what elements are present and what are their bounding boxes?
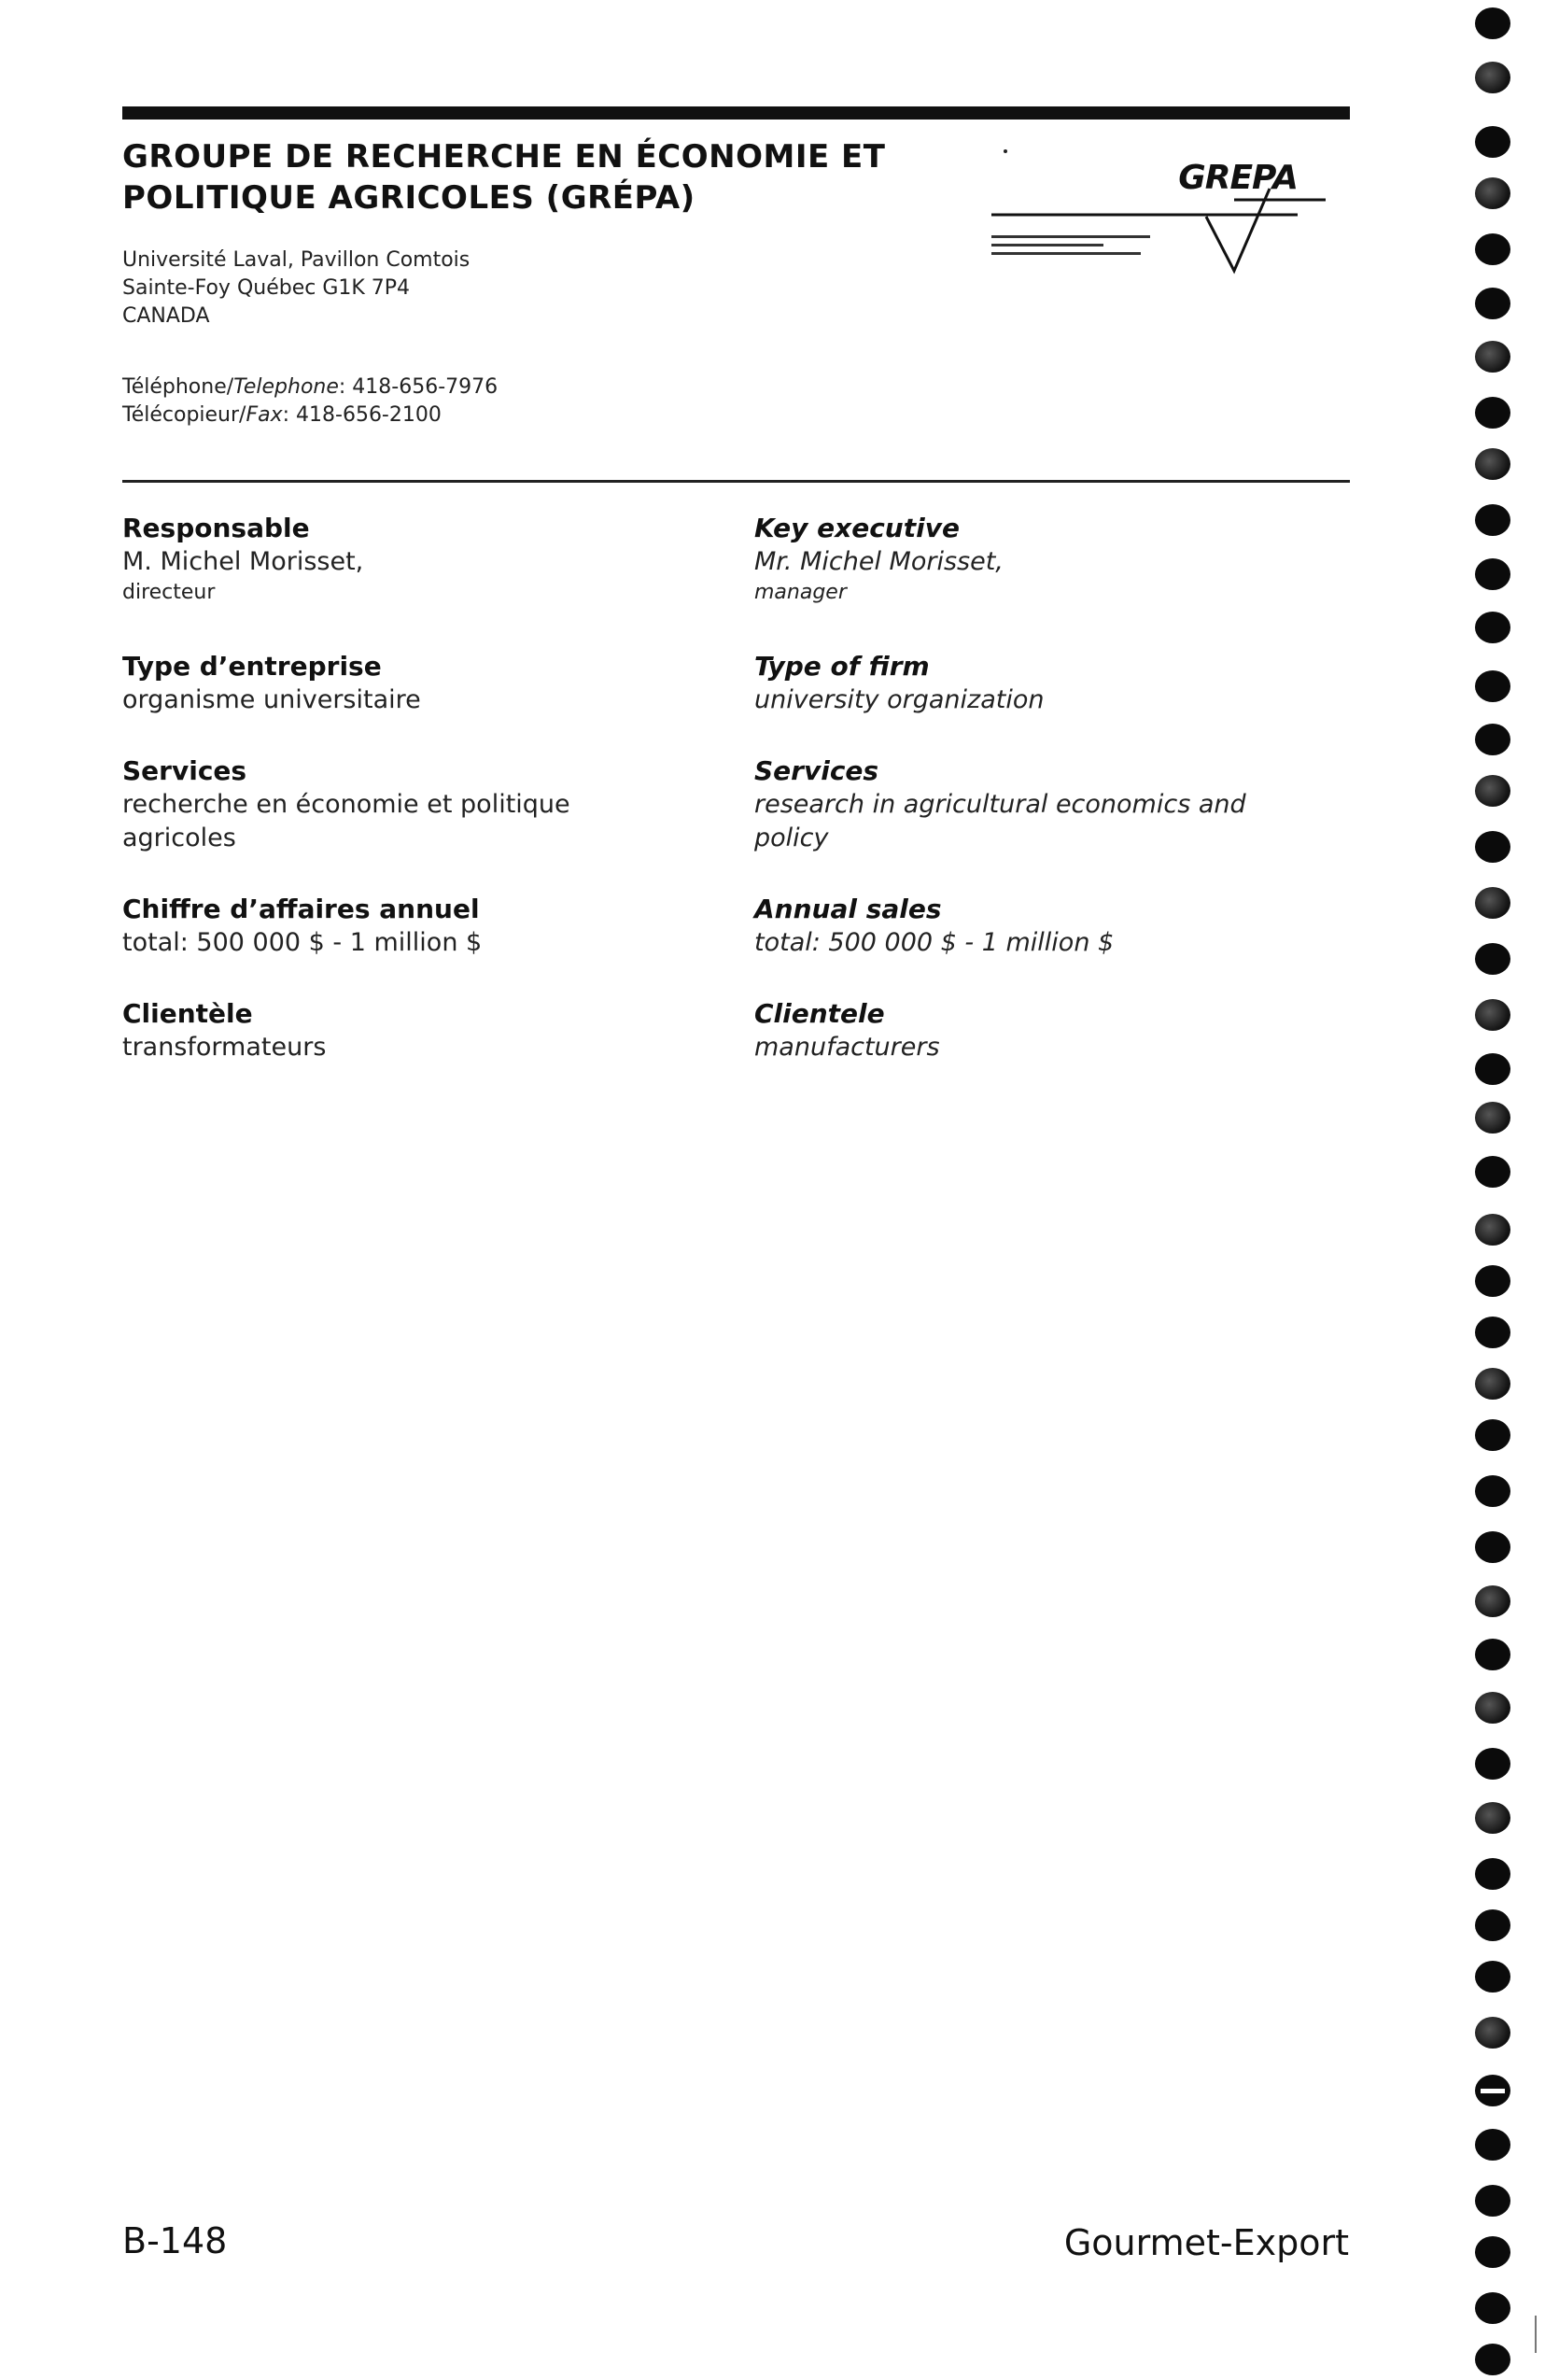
binder-hole bbox=[1475, 2185, 1510, 2217]
fax-value: : 418-656-2100 bbox=[282, 403, 442, 427]
key-executive-fr bbox=[122, 512, 645, 607]
binder-hole bbox=[1475, 1053, 1510, 1085]
field-value: manufacturers bbox=[754, 1033, 940, 1062]
binder-hole bbox=[1475, 999, 1510, 1031]
field-label: Type of firm bbox=[754, 651, 930, 682]
binder-holes bbox=[1475, 0, 1512, 2380]
fax-label-fr: Télécopieur/ bbox=[122, 403, 246, 427]
page-number: B-148 bbox=[122, 2220, 228, 2261]
title-line-2: POLITIQUE AGRICOLES (GRÉPA) bbox=[122, 179, 695, 217]
binder-hole bbox=[1475, 831, 1510, 863]
binder-hole bbox=[1475, 2129, 1510, 2161]
field-value: total: 500 000 $ - 1 million $ bbox=[754, 928, 1115, 957]
publication-name: Gourmet-Export bbox=[1063, 2222, 1349, 2263]
binder-hole bbox=[1475, 775, 1510, 807]
services-fr bbox=[122, 754, 645, 855]
binder-hole bbox=[1475, 1909, 1510, 1941]
binder-hole bbox=[1475, 1419, 1510, 1451]
field-value: transformateurs bbox=[122, 1033, 327, 1062]
binder-hole bbox=[1475, 448, 1510, 480]
binder-hole bbox=[1475, 62, 1510, 93]
phone-value: : 418-656-7976 bbox=[338, 375, 499, 399]
field-value: agricoles bbox=[122, 824, 236, 852]
binder-hole bbox=[1475, 1156, 1510, 1188]
binder-hole bbox=[1475, 724, 1510, 755]
phone-label-en: Telephone bbox=[233, 375, 339, 399]
logo-dot bbox=[1004, 149, 1007, 153]
annual-sales-en bbox=[754, 893, 1277, 960]
fax-label-en: Fax bbox=[246, 403, 283, 427]
binder-hole bbox=[1475, 2344, 1510, 2375]
logo-fine-print bbox=[991, 235, 1150, 261]
logo-text: GREPA bbox=[1178, 159, 1298, 197]
binder-hole bbox=[1475, 288, 1510, 319]
address-line-1: Université Laval, Pavillon Comtois bbox=[122, 248, 471, 272]
binder-hole bbox=[1475, 1802, 1510, 1834]
key-executive-en bbox=[754, 512, 1277, 607]
organization-title bbox=[122, 136, 990, 218]
binder-hole bbox=[1475, 943, 1510, 975]
field-label: Clientele bbox=[754, 998, 885, 1029]
binder-hole bbox=[1475, 1531, 1510, 1563]
field-value: research in agricultural economics and bbox=[754, 790, 1246, 819]
field-value: organisme universitaire bbox=[122, 685, 421, 714]
firm-type-en bbox=[754, 650, 1277, 717]
top-rule bbox=[122, 106, 1350, 120]
binder-hole bbox=[1475, 1368, 1510, 1400]
binder-hole bbox=[1475, 233, 1510, 265]
binder-hole bbox=[1475, 1748, 1510, 1780]
binder-hole bbox=[1475, 1475, 1510, 1507]
binder-hole bbox=[1475, 670, 1510, 702]
field-value: M. Michel Morisset, bbox=[122, 547, 364, 576]
binder-hole bbox=[1475, 1585, 1510, 1617]
binder-hole bbox=[1475, 1639, 1510, 1670]
binder-hole bbox=[1475, 1858, 1510, 1890]
binder-hole bbox=[1475, 2075, 1510, 2106]
field-value: recherche en économie et politique bbox=[122, 790, 570, 819]
field-value: university organization bbox=[754, 685, 1045, 714]
field-label: Annual sales bbox=[754, 894, 942, 924]
field-label: Responsable bbox=[122, 513, 310, 543]
field-value: total: 500 000 $ - 1 million $ bbox=[122, 928, 483, 957]
phone-line bbox=[122, 373, 498, 401]
field-label: Type d’entreprise bbox=[122, 651, 382, 682]
field-value: policy bbox=[754, 824, 829, 852]
field-label: Services bbox=[122, 755, 247, 786]
section-rule bbox=[122, 480, 1350, 483]
field-label: Clientèle bbox=[122, 998, 253, 1029]
services-en bbox=[754, 754, 1277, 855]
binder-hole bbox=[1475, 126, 1510, 158]
title-line-1: GROUPE DE RECHERCHE EN ÉCONOMIE ET bbox=[122, 138, 886, 176]
field-value: manager bbox=[754, 581, 847, 604]
binder-hole bbox=[1475, 341, 1510, 373]
binder-hole bbox=[1475, 397, 1510, 429]
binder-hole bbox=[1475, 2292, 1510, 2324]
binder-hole bbox=[1475, 1102, 1510, 1134]
binder-hole bbox=[1475, 7, 1510, 39]
field-label: Key executive bbox=[754, 513, 960, 543]
grepa-logo bbox=[990, 159, 1344, 280]
binder-hole bbox=[1475, 1214, 1510, 1246]
clientele-en bbox=[754, 997, 1277, 1064]
firm-type-fr bbox=[122, 650, 645, 717]
binder-hole bbox=[1475, 2236, 1510, 2268]
binder-hole bbox=[1475, 558, 1510, 590]
clientele-fr bbox=[122, 997, 645, 1064]
binder-hole bbox=[1475, 177, 1510, 209]
field-label: Services bbox=[754, 755, 879, 786]
binder-hole bbox=[1475, 1692, 1510, 1724]
binder-hole bbox=[1475, 2017, 1510, 2049]
field-value: Mr. Michel Morisset, bbox=[754, 547, 1004, 576]
binder-hole bbox=[1475, 1961, 1510, 1993]
binder-hole bbox=[1475, 612, 1510, 643]
phone-label-fr: Téléphone/ bbox=[122, 375, 234, 399]
contact-block bbox=[122, 373, 498, 430]
address-line-3: CANADA bbox=[122, 304, 210, 328]
field-label: Chiffre d’affaires annuel bbox=[122, 894, 480, 924]
binder-hole bbox=[1475, 1317, 1510, 1348]
binder-hole bbox=[1475, 504, 1510, 536]
binder-hole bbox=[1475, 1265, 1510, 1297]
edge-mark bbox=[1535, 2316, 1537, 2353]
annual-sales-fr bbox=[122, 893, 645, 960]
field-value: directeur bbox=[122, 581, 216, 604]
binder-hole bbox=[1475, 887, 1510, 919]
fax-line bbox=[122, 401, 498, 430]
address-block bbox=[122, 246, 470, 331]
address-line-2: Sainte-Foy Québec G1K 7P4 bbox=[122, 276, 411, 300]
